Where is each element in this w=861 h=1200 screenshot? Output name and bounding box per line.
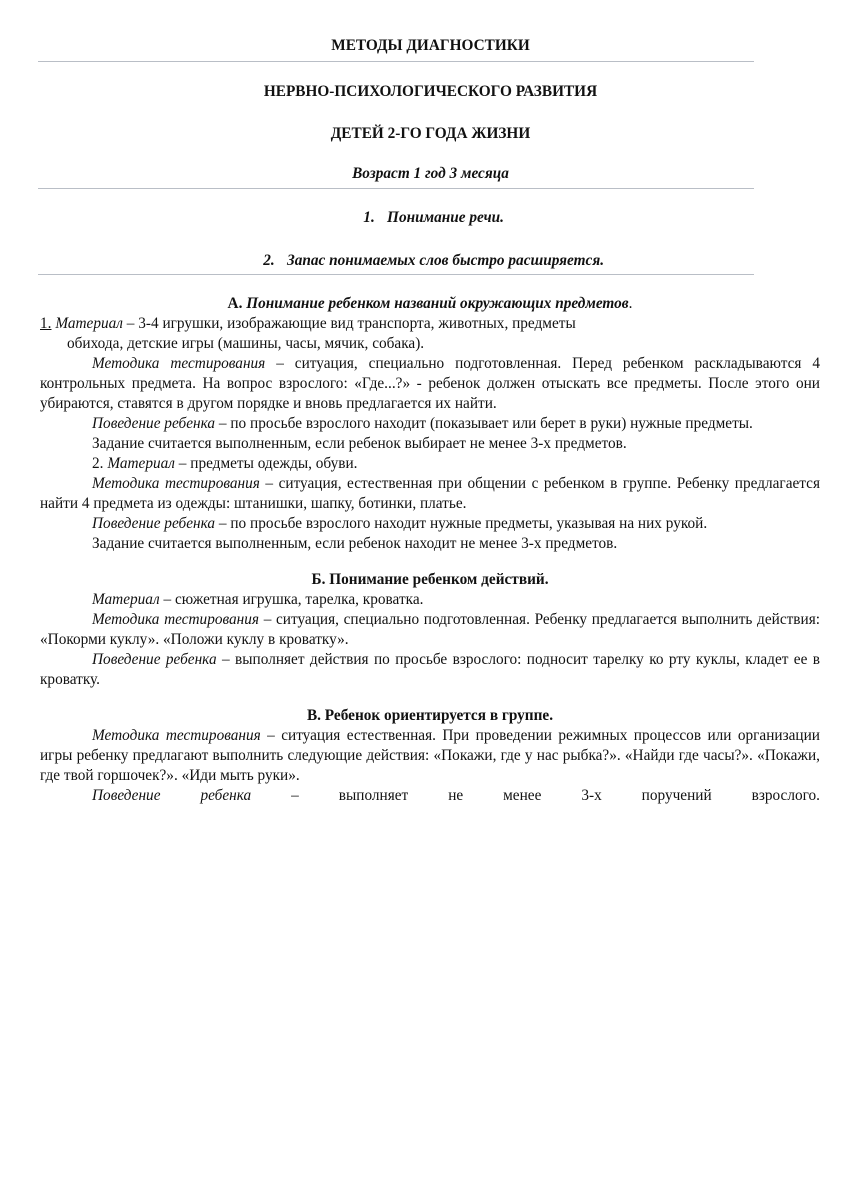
section-a-method xyxy=(40,354,820,414)
title-line-2: НЕРВНО-ПСИХОЛОГИЧЕСКОГО РАЗВИТИЯ xyxy=(263,83,598,100)
spacer xyxy=(40,554,820,570)
material-1-number: 1. xyxy=(40,315,52,332)
section-c-method-text: – ситуация естественная. При проведении режимных процессов или организации игры ребенку предлагают выполнить следующие действия: «Покажи, где у нас рыбка?». «Найди где часы?». «Покажи, где твой горшочек?». «Иди мыть руки». xyxy=(40,727,820,784)
section-a-material-2 xyxy=(40,454,820,474)
section-a-behavior-2 xyxy=(40,514,820,534)
section-c-title: В. Ребенок ориентируется в группе. xyxy=(306,707,554,724)
section-b-behavior-text: – выполняет действия по просьбе взрослого: подносит тарелку ко рту куклы, кладет ее в кроватку. xyxy=(40,651,821,688)
section-b-material xyxy=(40,590,820,610)
material-1-text-line1: – 3-4 игрушки, изображающие вид транспорта, животных, предметы xyxy=(126,315,576,332)
divider-3 xyxy=(38,274,754,275)
divider-2 xyxy=(38,188,754,189)
divider-1 xyxy=(38,61,754,62)
section-b-behavior xyxy=(40,650,820,690)
section-b-method-label: Методика тестирования xyxy=(92,611,260,628)
section-a-method-2-label: Методика тестирования xyxy=(92,475,260,492)
item-1-number: 1. xyxy=(363,209,375,226)
section-a-title-text: Понимание ребенком названий окружающих предметов xyxy=(246,295,629,312)
section-b-material-text: – сюжетная игрушка, тарелка, кроватка. xyxy=(163,591,424,608)
section-c-method xyxy=(40,726,820,786)
section-a-title-suffix: . xyxy=(628,295,633,312)
document-body xyxy=(40,294,820,806)
material-1-label: Материал xyxy=(55,315,123,332)
section-a-title xyxy=(40,294,820,314)
age-heading: Возраст 1 год 3 месяца xyxy=(352,165,509,182)
section-b-title: Б. Понимание ребенком действий. xyxy=(311,571,549,588)
section-a-method-2 xyxy=(40,474,820,514)
section-b-method xyxy=(40,610,820,650)
title-line-3: ДЕТЕЙ 2-ГО ГОДА ЖИЗНИ xyxy=(330,125,531,142)
section-a-behavior-text: – по просьбе взрослого находит (показывает или берет в руки) нужные предметы. xyxy=(218,415,753,432)
section-a-method-label: Методика тестирования xyxy=(92,355,266,372)
numbered-item-1 xyxy=(0,208,861,228)
section-a-prefix: А. xyxy=(227,295,243,312)
material-2-label: Материал xyxy=(107,455,175,472)
section-a-method-text: – ситуация, специально подготовленная. Перед ребенком раскладываются 4 контрольных предмета. На вопрос взрослого: «Где...?» - ребенок должен отыскать все предметы. После этого они убираются, ставятся в другом порядке и вновь предлагается их найти. xyxy=(40,355,820,412)
section-a-done: Задание считается выполненным, если ребенок выбирает не менее 3-х предметов. xyxy=(92,435,627,452)
material-1-text-line2: обихода, детские игры (машины, часы, мячик, собака). xyxy=(67,335,425,352)
item-2-text: Запас понимаемых слов быстро расширяется. xyxy=(286,252,605,269)
section-a-material-1 xyxy=(40,314,820,354)
section-a-behavior-label: Поведение ребенка xyxy=(92,415,216,432)
section-c-behavior-text: – выполняет не менее 3-х поручений взрослого. xyxy=(291,787,820,804)
title-line-1: МЕТОДЫ ДИАГНОСТИКИ xyxy=(331,37,530,54)
material-2-number: 2. xyxy=(92,455,104,472)
numbered-item-2 xyxy=(0,251,861,271)
section-a-behavior-2-label: Поведение ребенка xyxy=(92,515,216,532)
section-c-behavior xyxy=(40,786,820,806)
section-c-behavior-label: Поведение ребенка xyxy=(92,787,252,804)
section-a-behavior xyxy=(40,414,820,434)
item-2-number: 2. xyxy=(263,252,275,269)
section-a-method-2-text: – ситуация, естественная при общении с ребенком в группе. Ребенку предлагается найти 4 предмета из одежды: штанишки, шапку, ботинки, платье. xyxy=(40,475,820,512)
material-2-text: – предметы одежды, обуви. xyxy=(178,455,358,472)
section-b-method-text: – ситуация, специально подготовленная. Ребенку предлагается выполнить действия: «Покорми куклу». «Положи куклу в кроватку». xyxy=(40,611,820,648)
section-b-behavior-label: Поведение ребенка xyxy=(92,651,217,668)
section-c-method-label: Методика тестирования xyxy=(92,727,261,744)
item-1-text: Понимание речи. xyxy=(387,209,504,226)
section-a-behavior-2-text: – по просьбе взрослого находит нужные предметы, указывая на них рукой. xyxy=(218,515,708,532)
section-a-done-2: Задание считается выполненным, если ребенок находит не менее 3-х предметов. xyxy=(92,535,618,552)
section-b-material-label: Материал xyxy=(92,591,160,608)
spacer xyxy=(40,690,820,706)
